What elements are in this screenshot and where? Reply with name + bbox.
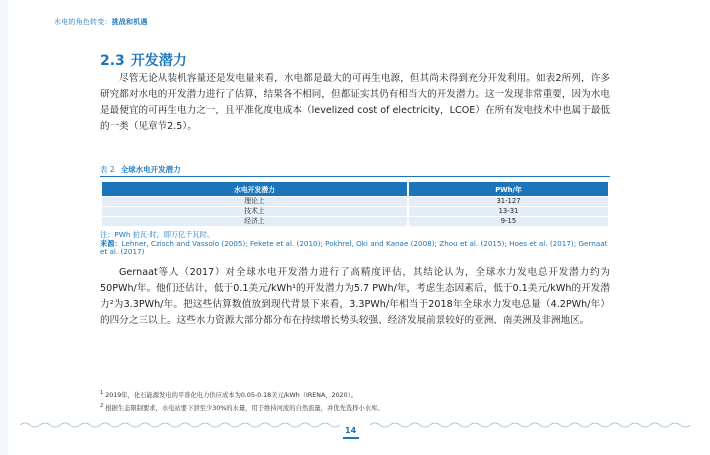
table-header-unit: PWh/年 bbox=[409, 182, 608, 196]
hydropower-potential-table bbox=[100, 181, 610, 227]
section-number: 2.3 bbox=[100, 53, 125, 69]
table-cell-value: 13-31 bbox=[409, 207, 608, 216]
footnotes bbox=[100, 388, 620, 414]
table-row bbox=[102, 197, 608, 206]
running-header bbox=[54, 17, 148, 27]
table-cell-category: 理论上 bbox=[102, 197, 407, 206]
table-header-potential: 水电开发潜力 bbox=[102, 182, 407, 196]
table-caption-rule bbox=[100, 176, 610, 177]
table-row bbox=[102, 217, 608, 226]
section-heading bbox=[100, 50, 187, 70]
table-cell-category: 经济上 bbox=[102, 217, 407, 226]
paragraph-gernaat: Gernaat等人（2017）对全球水电开发潜力进行了高精度评估，其结论认为，全球水力发电总开发潜力约为50PWh/年。他们还估计，低于0.1美元/kWh¹的开发潜力为5.7 PWh/年，考虑生态因素后，低于0.1美元/kWh的开发潜力²为3.3PWh/年。把这些估算数值放到现代背景下来看，3.3PWh/年相当于2018年全球水力发电总量（4.2PWh/年）的四分之三以上。这些水力资源大部分都分布在持续增长势头较强、经济发展前景较好的亚洲、南美洲及非洲地区。 bbox=[100, 267, 610, 326]
footnote-text: 2019年，化石能源发电的平准化电力供应成本为0.05-0.18美元/kWh（IRENA，2020）。 bbox=[105, 392, 358, 400]
table-notes bbox=[100, 231, 610, 257]
table-caption-title: 全球水电开发潜力 bbox=[120, 165, 181, 174]
footnote-item bbox=[100, 401, 620, 414]
page-number: 14 bbox=[345, 426, 357, 435]
footnote-text: 根据生态限制要求，水电站要下泄至少30%的水量，用于维持河流的自然流量，并优先选择小水库。 bbox=[105, 405, 384, 413]
page-number-underline bbox=[343, 437, 359, 439]
section-title: 开发潜力 bbox=[130, 53, 187, 69]
left-margin-band bbox=[0, 0, 8, 455]
table-cell-category: 技术上 bbox=[102, 207, 407, 216]
source-text: Lehner, Czisch and Vassolo (2005); Fekete et al. (2010); Pokhrel, Oki and Kanae (2008); Zhou et al. (2015); Hoes et al. (2017); Gernaat et al. (2017) bbox=[100, 238, 608, 257]
table-caption-label: 表 2 bbox=[100, 165, 115, 174]
footnote-item bbox=[100, 388, 620, 401]
table-caption bbox=[100, 164, 181, 175]
source-note bbox=[100, 240, 610, 257]
footnote-mark: 1 bbox=[100, 390, 104, 396]
table-header-row bbox=[102, 182, 608, 196]
running-header-prefix: 水电的角色转变： bbox=[54, 18, 112, 26]
paragraph-intro: 尽管无论从装机容量还是发电量来看，水电都是最大的可再生电源，但其尚未得到充分开发利用。如表2所列，许多研究都对水电的开发潜力进行了估算，结果各不相同，但都证实其仍有相当大的开发潜力。这一发现非常重要，因为水电是最便宜的可再生电力之一，且平准化度电成本（levelized cost of electricity，LCOE）在所有发电技术中也属于最低的一类（见章节2.5）。 bbox=[100, 73, 610, 132]
source-label: 来源： bbox=[100, 238, 122, 248]
unit-note: 注：PWh 拍瓦·时，即万亿千瓦时。 bbox=[100, 230, 215, 239]
table-cell-value: 31-127 bbox=[409, 197, 608, 206]
table-cell-value: 9-15 bbox=[409, 217, 608, 226]
running-header-emphasis: 挑战和机遇 bbox=[111, 18, 148, 26]
footnote-mark: 2 bbox=[100, 403, 104, 410]
table-row bbox=[102, 207, 608, 216]
